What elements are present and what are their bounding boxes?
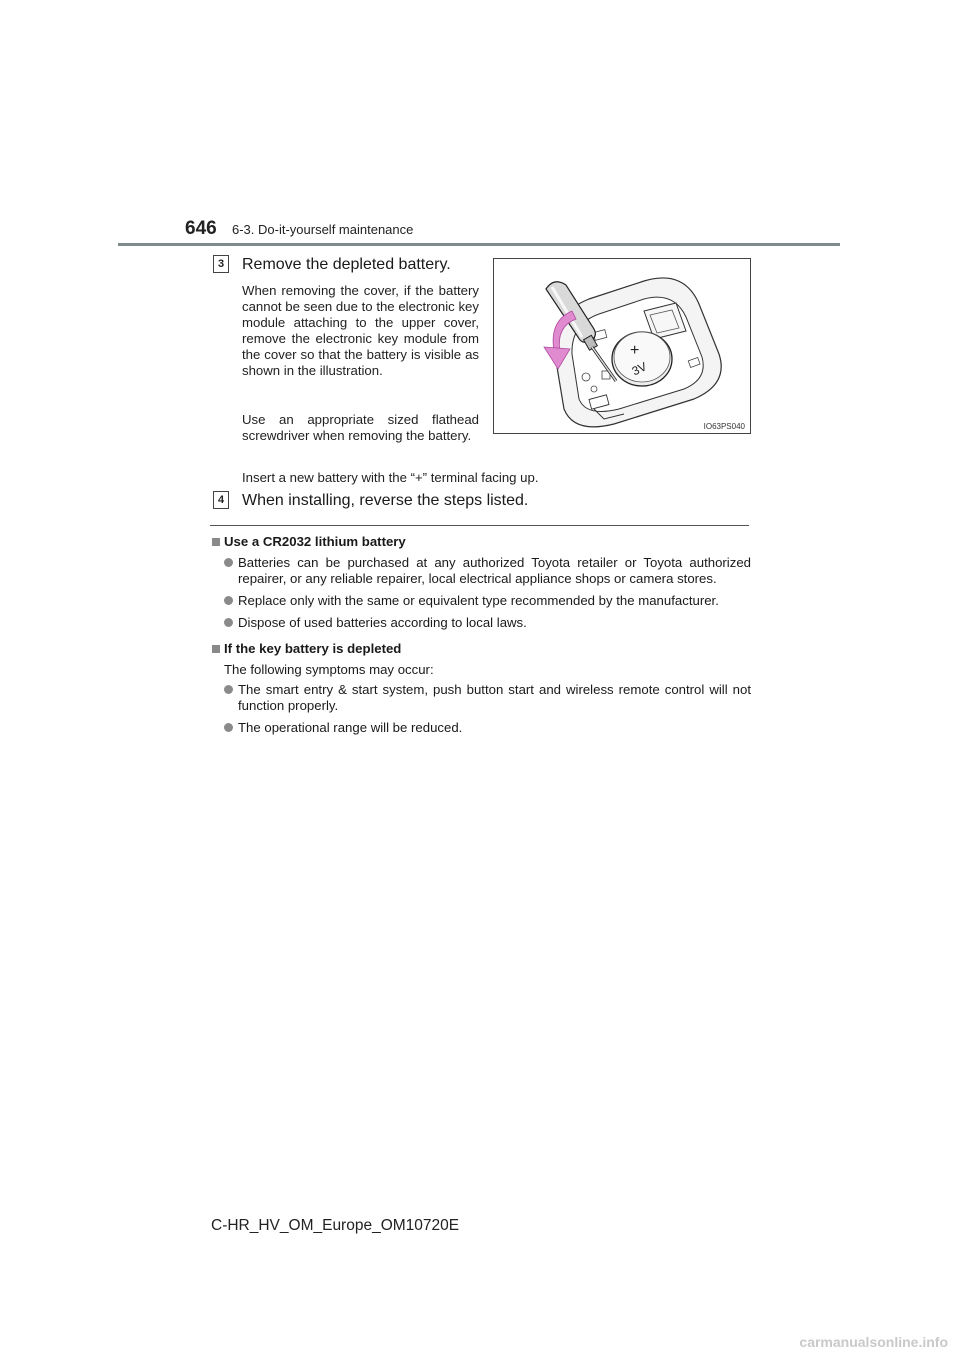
key-battery-illustration	[493, 258, 751, 434]
list-item-text: Replace only with the same or equivalent type recommended by the manufacturer.	[238, 593, 719, 608]
step-3-heading: Remove the depleted battery.	[242, 256, 451, 273]
round-bullet-icon	[224, 596, 233, 605]
round-bullet-icon	[224, 558, 233, 567]
page-number: 646	[185, 218, 217, 239]
round-bullet-icon	[224, 618, 233, 627]
list-item-text: Dispose of used batteries according to local laws.	[238, 615, 527, 630]
list-item-text: Batteries can be purchased at any authorized Toyota retailer or Toyota authorized repairer, or any reliable repairer, local electrical appliance shops or camera stores.	[238, 555, 751, 586]
notes-divider	[210, 525, 749, 526]
step-3-para-3: Insert a new battery with the “+” terminal facing up.	[242, 470, 539, 485]
round-bullet-icon	[224, 685, 233, 694]
figure-code: IO63PS040	[703, 422, 745, 431]
key-fob-drawing	[494, 259, 750, 433]
list-item	[211, 593, 751, 609]
list-item	[211, 555, 751, 587]
battery-voltage-label: 3V	[629, 359, 649, 379]
list-item	[211, 720, 751, 736]
list-item-text: The operational range will be reduced.	[238, 720, 463, 735]
list-item	[211, 682, 751, 714]
step-3-badge: 3	[213, 255, 229, 273]
step-4-heading: When installing, reverse the steps listed.	[242, 492, 529, 509]
list-item-text: The smart entry & start system, push button start and wireless remote control will not function properly.	[238, 682, 751, 713]
battery-plus-label: +	[630, 342, 640, 359]
note-intro: The following symptoms may occur:	[224, 662, 434, 677]
watermark: carmanualsonline.info	[799, 1334, 948, 1350]
square-bullet-icon	[212, 645, 220, 653]
notes-section	[211, 534, 751, 742]
note-heading-depleted	[211, 641, 751, 657]
section-title: 6-3. Do-it-yourself maintenance	[232, 222, 414, 237]
note-heading-battery-type	[211, 534, 751, 550]
header-rule	[118, 243, 840, 246]
step-3-para-1: When removing the cover, if the battery cannot be seen due to the electronic key module attaching to the upper cover, remove the electronic key module from the cover so that the battery is visible as shown in the illustration.	[242, 283, 479, 378]
round-bullet-icon	[224, 723, 233, 732]
note-heading-text: Use a CR2032 lithium battery	[224, 534, 406, 549]
note-heading-text: If the key battery is depleted	[224, 641, 402, 656]
footer-document-id: C-HR_HV_OM_Europe_OM10720E	[211, 1217, 460, 1234]
step-3-para-2: Use an appropriate sized flathead screwdriver when removing the battery.	[242, 412, 479, 443]
step-4-badge: 4	[213, 491, 229, 509]
list-item	[211, 615, 751, 631]
square-bullet-icon	[212, 538, 220, 546]
